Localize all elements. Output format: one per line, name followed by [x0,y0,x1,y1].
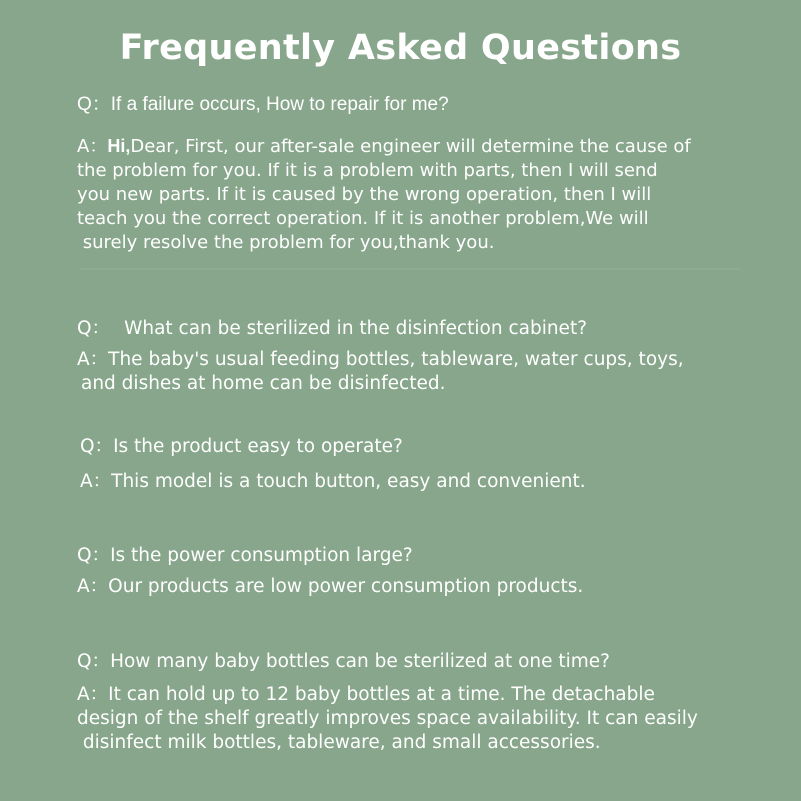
faq-answer [0,134,801,159]
answer-line: the problem for you. If it is a problem with parts, then I will send [77,160,658,181]
question-text: How many baby bottles can be sterilized at one time? [110,651,611,672]
faq-question [0,434,801,460]
faq-item [0,543,801,599]
faq-answer [0,683,801,755]
answer-lead: Hi, [107,136,131,156]
answer-line: and dishes at home can be disinfected. [81,373,446,394]
faq-question [0,92,801,118]
question-text: What can be sterilized in the disinfection cabinet? [124,318,588,339]
faq-item [0,316,801,396]
question-prefix: Q： [77,94,111,115]
answer-prefix: A： [77,684,109,705]
answer-line: A：It can hold up to 12 baby bottles at a time. The detachable [77,684,655,705]
faq-item [0,649,801,755]
faq-item [0,92,801,255]
faq-item [0,434,801,494]
divider [80,268,740,270]
question-prefix: Q： [80,436,114,457]
faq-answer-cont [0,159,801,255]
question-text: Is the power consumption large? [110,545,413,566]
answer-prefix: A： [77,576,109,597]
answer-line: you new parts. If it is caused by the wrong operation, then I will [77,184,652,205]
answer-prefix: A： [80,471,112,492]
page-title: Frequently Asked Questions [119,28,682,68]
answer-line: A：Our products are low power consumption products. [77,576,584,597]
faq-answer [0,575,801,599]
faq-answer [0,470,801,494]
answer-line: design of the shelf greatly improves space availability. It can easily [77,708,698,729]
question-prefix: Q： [77,651,111,672]
answer-line: surely resolve the problem for you,thank you. [77,232,495,253]
answer-prefix: A： [77,349,109,370]
question-prefix: Q： [77,545,111,566]
answer-prefix: A： [77,136,108,157]
faq-question [0,316,801,342]
question-text: Is the product easy to operate? [113,436,403,457]
answer-line: teach you the correct operation. If it is another problem,We will [77,208,649,229]
answer-line: disinfect milk bottles, tableware, and small accessories. [77,732,601,753]
faq-answer [0,348,801,396]
answer-line: A：Hi,Dear, First, our after-sale engineer will determine the cause of [77,136,691,157]
faq-question [0,649,801,675]
faq-question [0,543,801,569]
question-prefix: Q： [77,318,111,339]
answer-line: A：The baby's usual feeding bottles, tableware, water cups, toys, [77,349,684,370]
question-text: If a failure occurs, How to repair for me? [110,94,449,115]
answer-line: A：This model is a touch button, easy and convenient. [80,471,586,492]
